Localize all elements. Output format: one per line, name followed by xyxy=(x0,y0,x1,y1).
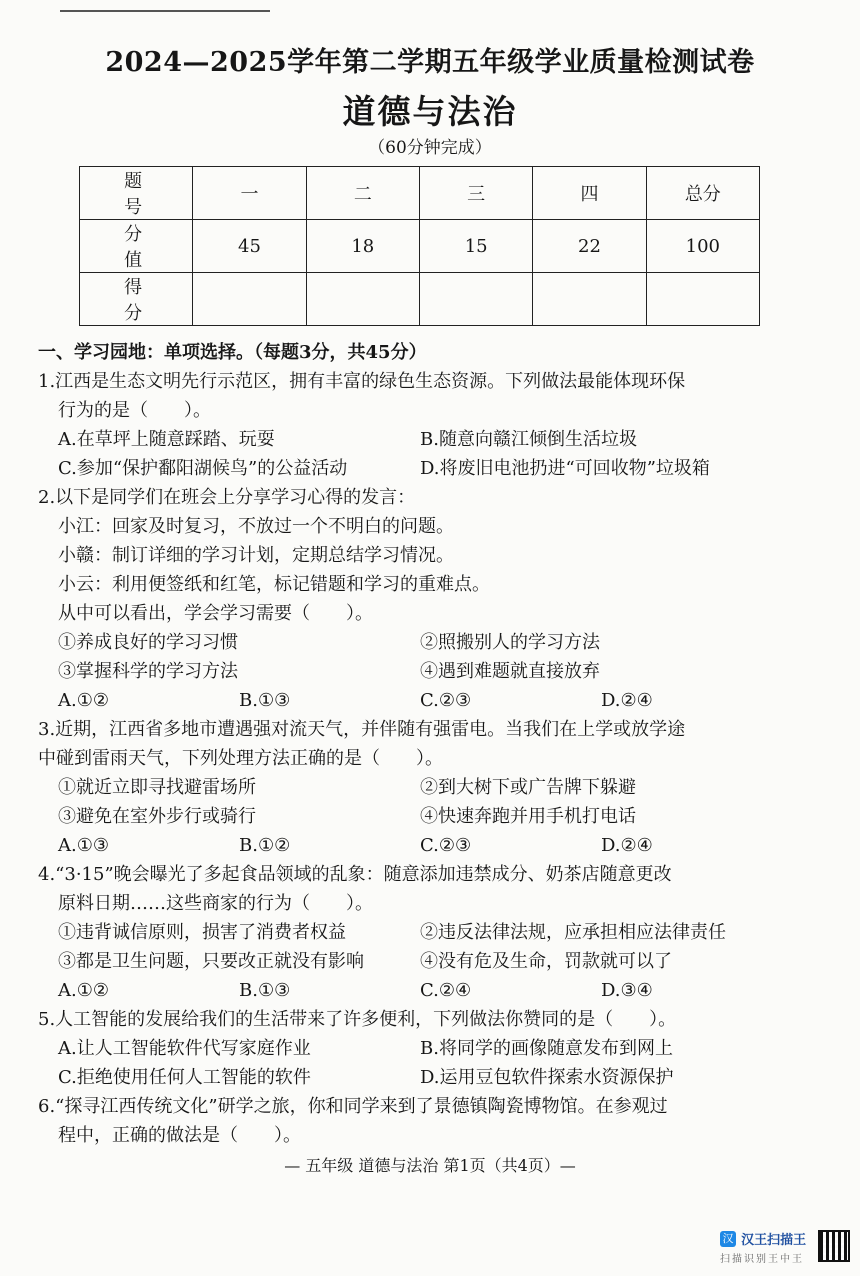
exam-subject: 道德与法治 xyxy=(342,92,518,131)
option-c: C.拒绝使用任何人工智能的软件 xyxy=(58,1067,311,1088)
question-stem: 程中，正确的做法是（ ）。 xyxy=(58,1125,301,1146)
question-stem: 中碰到雷雨天气，下列处理方法正确的是（ ）。 xyxy=(38,748,443,769)
statement-item: ③掌握科学的学习方法 xyxy=(58,661,238,682)
statement-item: ③都是卫生问题，只要改正就没有影响 xyxy=(58,951,364,972)
table-row xyxy=(80,220,760,273)
scanner-brand: 汉王扫描王 xyxy=(741,1233,807,1248)
statement-item: ②违反法律法规，应承担相应法律责任 xyxy=(420,922,726,943)
statement-item: ①养成良好的学习习惯 xyxy=(58,632,238,653)
option-d: D.③④ xyxy=(601,980,653,1001)
option-d: D.②④ xyxy=(601,835,653,856)
question-stem: 4.“3·15”晚会曝光了多起食品领域的乱象：随意添加违禁成分、奶茶店随意更改 xyxy=(38,864,672,885)
question-stem: 5.人工智能的发展给我们的生活带来了许多便利，下列做法你赞同的是（ ）。 xyxy=(38,1009,677,1030)
option-a: A.①③ xyxy=(58,835,109,856)
question-6 xyxy=(38,1092,828,1150)
column-header: 总分 xyxy=(646,167,759,220)
option-a: A.①② xyxy=(58,980,109,1001)
points-cell: 45 xyxy=(193,220,306,273)
score-blank-cell xyxy=(306,273,419,326)
option-a: A.在草坪上随意踩踏、玩耍 xyxy=(58,429,275,450)
top-edge-line xyxy=(60,10,270,12)
option-c: C.②③ xyxy=(420,690,472,711)
column-header: 四 xyxy=(533,167,646,220)
question-stem: 小云：利用便签纸和红笔，标记错题和学习的重难点。 xyxy=(58,574,490,595)
table-row xyxy=(80,167,760,220)
statement-item: ④遇到难题就直接放弃 xyxy=(420,661,600,682)
section-heading: 一、学习园地：单项选择。（每题3分，共45分） xyxy=(38,342,427,363)
statement-item: ①违背诚信原则，损害了消费者权益 xyxy=(58,922,346,943)
scanner-logo-icon: 汉 xyxy=(720,1231,736,1247)
statement-item: ③避免在室外步行或骑行 xyxy=(58,806,256,827)
question-5 xyxy=(38,1005,828,1092)
question-stem: 小赣：制订详细的学习计划，定期总结学习情况。 xyxy=(58,545,454,566)
question-4 xyxy=(38,860,828,1005)
statement-item: ①就近立即寻找避雷场所 xyxy=(58,777,256,798)
score-table xyxy=(79,166,760,326)
question-stem: 2.以下是同学们在班会上分享学习心得的发言： xyxy=(38,487,416,508)
statement-item: ②到大树下或广告牌下躲避 xyxy=(420,777,636,798)
statement-row xyxy=(38,802,828,831)
row-label-points: 分 值 xyxy=(80,220,193,273)
question-stem: 行为的是（ ）。 xyxy=(58,400,211,421)
row-label-score: 得 分 xyxy=(80,273,193,326)
option-b: B.随意向赣江倾倒生活垃圾 xyxy=(420,429,637,450)
option-row xyxy=(38,686,828,715)
question-stem: 1.江西是生态文明先行示范区，拥有丰富的绿色生态资源。下列做法最能体现环保 xyxy=(38,371,686,392)
question-stem: 原料日期……这些商家的行为（ ）。 xyxy=(58,893,373,914)
question-section xyxy=(38,338,828,1150)
page-footer: — 五年级 道德与法治 第1页（共4页）— xyxy=(284,1156,576,1175)
option-row xyxy=(38,425,828,454)
column-header: 一 xyxy=(193,167,306,220)
statement-row xyxy=(38,918,828,947)
statement-item: ②照搬别人的学习方法 xyxy=(420,632,600,653)
question-3 xyxy=(38,715,828,860)
option-row xyxy=(38,1063,828,1092)
question-2 xyxy=(38,483,828,715)
option-d: D.②④ xyxy=(601,690,653,711)
option-d: D.运用豆包软件探索水资源保护 xyxy=(420,1067,674,1088)
question-stem: 从中可以看出，学会学习需要（ ）。 xyxy=(58,603,373,624)
column-header: 二 xyxy=(306,167,419,220)
statement-item: ④没有危及生命，罚款就可以了 xyxy=(420,951,672,972)
statement-row xyxy=(38,773,828,802)
option-c: C.②④ xyxy=(420,980,472,1001)
option-c: C.参加“保护鄱阳湖候鸟”的公益活动 xyxy=(58,458,348,479)
statement-row xyxy=(38,628,828,657)
question-stem: 3.近期，江西省多地市遭遇强对流天气，并伴随有强雷电。当我们在上学或放学途 xyxy=(38,719,686,740)
points-cell: 15 xyxy=(419,220,532,273)
option-row xyxy=(38,1034,828,1063)
option-a: A.让人工智能软件代写家庭作业 xyxy=(58,1038,311,1059)
points-cell: 100 xyxy=(646,220,759,273)
score-blank-cell xyxy=(419,273,532,326)
option-b: B.①③ xyxy=(239,980,291,1001)
option-a: A.①② xyxy=(58,690,109,711)
score-blank-cell xyxy=(533,273,646,326)
question-1 xyxy=(38,367,828,483)
qr-code-icon xyxy=(818,1230,850,1262)
statement-item: ④快速奔跑并用手机打电话 xyxy=(420,806,636,827)
table-row xyxy=(80,273,760,326)
column-header: 三 xyxy=(419,167,532,220)
question-stem: 6.“探寻江西传统文化”研学之旅，你和同学来到了景德镇陶瓷博物馆。在参观过 xyxy=(38,1096,668,1117)
option-row xyxy=(38,831,828,860)
option-d: D.将废旧电池扔进“可回收物”垃圾箱 xyxy=(420,458,710,479)
scanner-watermark xyxy=(720,1228,820,1265)
score-blank-cell xyxy=(646,273,759,326)
option-row xyxy=(38,976,828,1005)
option-row xyxy=(38,454,828,483)
option-b: B.①② xyxy=(239,835,291,856)
exam-duration: （60分钟完成） xyxy=(368,138,492,158)
points-cell: 22 xyxy=(533,220,646,273)
statement-row xyxy=(38,657,828,686)
statement-row xyxy=(38,947,828,976)
question-stem: 小江：回家及时复习，不放过一个不明白的问题。 xyxy=(58,516,454,537)
option-c: C.②③ xyxy=(420,835,472,856)
option-b: B.将同学的画像随意发布到网上 xyxy=(420,1038,673,1059)
option-b: B.①③ xyxy=(239,690,291,711)
scanner-slogan: 扫描识别王中王 xyxy=(720,1254,804,1265)
exam-title: 2024—2025学年第二学期五年级学业质量检测试卷 xyxy=(105,47,755,78)
score-blank-cell xyxy=(193,273,306,326)
row-label-question-number: 题 号 xyxy=(80,167,193,220)
points-cell: 18 xyxy=(306,220,419,273)
